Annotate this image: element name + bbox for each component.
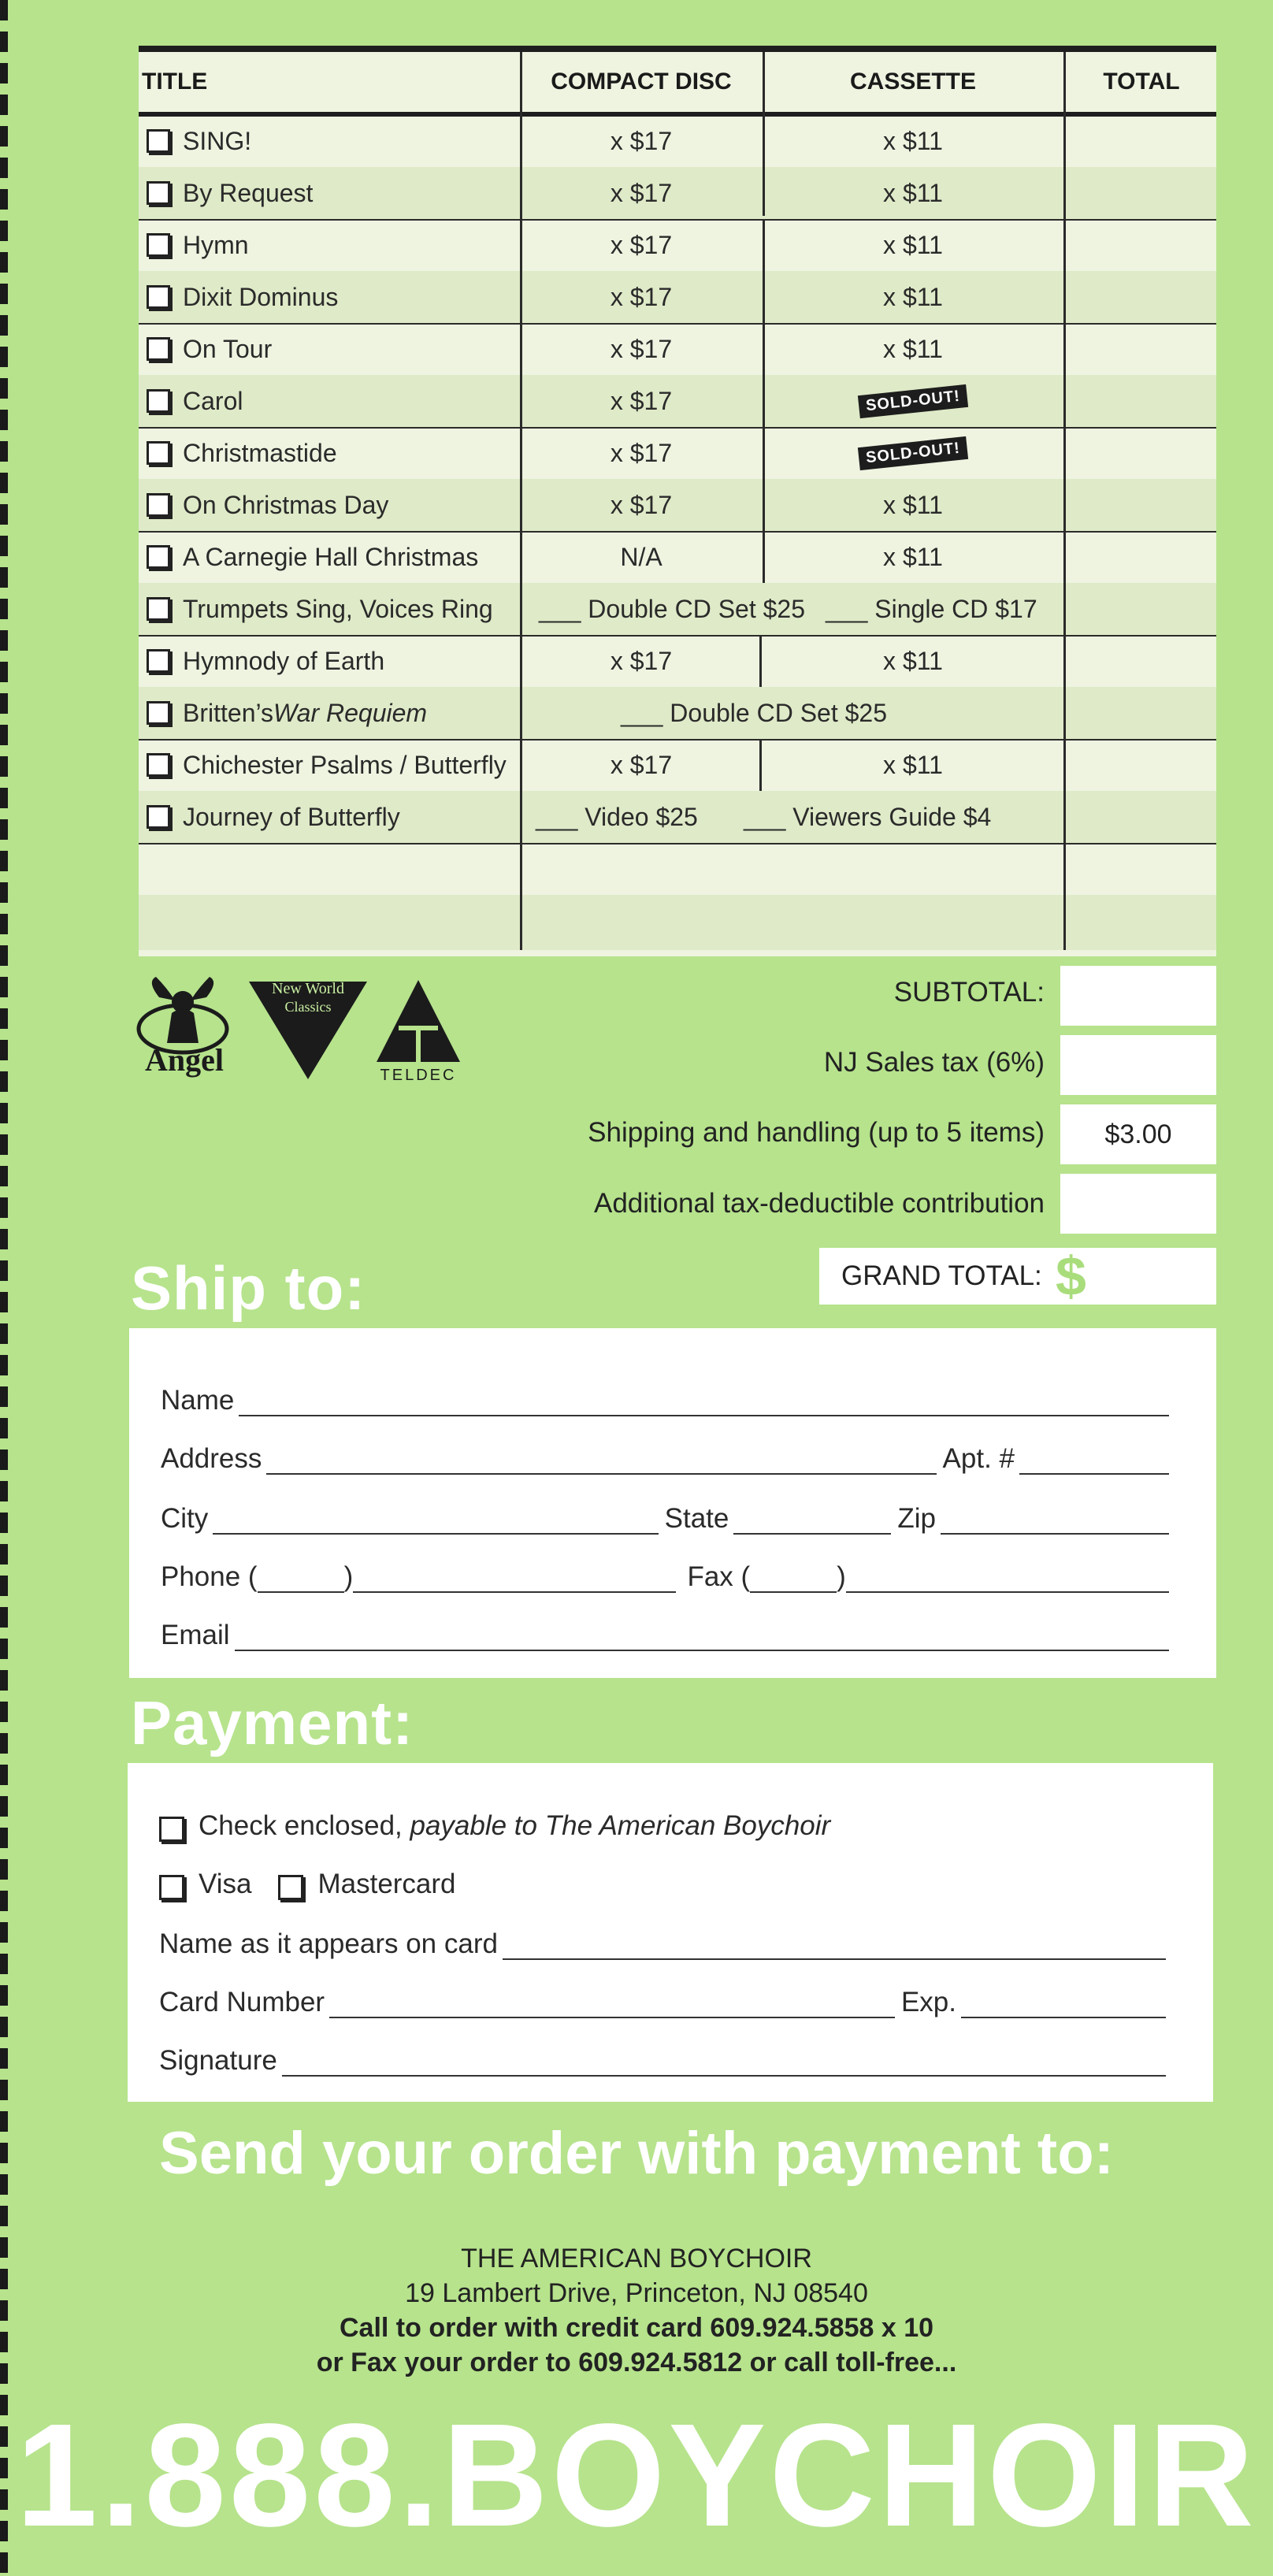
- checkbox-icon[interactable]: [147, 233, 170, 257]
- header-compact-disc: COMPACT DISC: [551, 69, 732, 95]
- shipping-value: $3.00: [1060, 1104, 1216, 1164]
- title-text: On Christmas Day: [183, 490, 389, 519]
- row-title[interactable]: [147, 427, 337, 479]
- ship-to-panel: [129, 1328, 1216, 1678]
- angel-logo: [135, 974, 230, 1084]
- new-world-classics-logo: [249, 977, 367, 1082]
- order-table: [139, 46, 1216, 956]
- table-row: [139, 791, 1216, 844]
- apt-label: Apt. #: [942, 1443, 1015, 1474]
- table-row: [139, 531, 1216, 585]
- check-row: [159, 1802, 1172, 1842]
- address-label: Address: [161, 1443, 262, 1474]
- row-title[interactable]: [147, 583, 493, 635]
- fax-area-input[interactable]: [750, 1565, 837, 1593]
- phone-label: Phone (: [161, 1561, 258, 1592]
- table-row: [139, 115, 1216, 169]
- card-name-label: Name as it appears on card: [159, 1928, 498, 1959]
- street-address: 19 Lambert Drive, Princeton, NJ 08540: [405, 2278, 868, 2308]
- email-row: [161, 1612, 1175, 1651]
- title-text-italic: War Requiem: [273, 698, 428, 727]
- single-cd-option[interactable]: ___ Single CD $17: [826, 594, 1037, 623]
- title-text: A Carnegie Hall Christmas: [183, 542, 479, 571]
- cassette-price: x $11: [883, 646, 943, 675]
- angel-logo-text: Angel: [145, 1042, 224, 1078]
- contribution-label: Additional tax-deductible contribution: [593, 1188, 1045, 1219]
- phone-paren: ): [343, 1561, 354, 1592]
- cd-price: x $17: [610, 438, 673, 467]
- toll-free-number: 1.888.BOYCHOIR: [16, 2394, 1257, 2557]
- blank-row[interactable]: [139, 895, 1216, 950]
- cassette-sold-out: [766, 427, 1060, 479]
- card-number-row: [159, 1979, 1172, 2018]
- title-text: Britten’s: [183, 698, 274, 727]
- checkbox-icon[interactable]: [147, 649, 170, 673]
- table-row: [139, 167, 1216, 221]
- blank-row[interactable]: [139, 843, 1216, 896]
- title-text: Hymn: [183, 230, 249, 259]
- cassette-price: x $11: [883, 282, 943, 311]
- checkbox-icon[interactable]: [147, 129, 170, 153]
- column-divider: [763, 52, 765, 216]
- checkbox-icon[interactable]: [147, 181, 170, 205]
- card-name-input[interactable]: [503, 1932, 1166, 1960]
- check-label: Check enclosed,: [199, 1810, 410, 1841]
- title-text: Carol: [183, 386, 243, 415]
- fax-label: Fax (: [687, 1561, 751, 1592]
- checkbox-icon[interactable]: [147, 285, 170, 309]
- title-text: Trumpets Sing, Voices Ring: [183, 594, 493, 623]
- city-row: [161, 1495, 1175, 1535]
- zip-input[interactable]: [941, 1506, 1169, 1535]
- signature-row: [159, 2037, 1172, 2077]
- mastercard-checkbox[interactable]: [278, 1875, 303, 1900]
- table-header: [139, 52, 1216, 117]
- grand-total-label: GRAND TOTAL:: [841, 1260, 1042, 1291]
- title-text: Journey of Butterfly: [183, 802, 400, 831]
- signature-label: Signature: [159, 2045, 277, 2076]
- row-title[interactable]: [147, 687, 427, 739]
- payment-heading: Payment:: [131, 1688, 414, 1758]
- checkbox-icon[interactable]: [147, 545, 170, 569]
- cassette-price: x $11: [883, 542, 943, 571]
- table-row: [139, 635, 1216, 689]
- double-cd-option[interactable]: ___ Double CD Set $25: [539, 594, 805, 623]
- teldec-text: TELDEC: [380, 1067, 457, 1084]
- name-label: Name: [161, 1385, 235, 1416]
- send-heading: Send your order with payment to:: [159, 2120, 1114, 2187]
- dollar-icon: $: [1056, 1245, 1086, 1307]
- checkbox-icon[interactable]: [147, 753, 170, 777]
- cd-price: x $17: [610, 750, 673, 779]
- sales-tax-label: NJ Sales tax (6%): [823, 1047, 1045, 1078]
- cd-price: x $17: [610, 282, 673, 311]
- check-checkbox[interactable]: [159, 1817, 184, 1842]
- fax-input[interactable]: [846, 1565, 1169, 1593]
- viewers-guide-option[interactable]: ___ Viewers Guide $4: [744, 802, 992, 831]
- sold-out-badge: SOLD-OUT!: [858, 436, 968, 470]
- cassette-sold-out: [766, 375, 1060, 427]
- checkbox-icon[interactable]: [147, 701, 170, 725]
- cd-price: x $17: [610, 178, 673, 207]
- title-text: Hymnody of Earth: [183, 646, 385, 675]
- city-label: City: [161, 1503, 209, 1534]
- table-row: [139, 583, 1216, 637]
- column-divider: [1063, 52, 1066, 950]
- row-title[interactable]: [147, 219, 249, 271]
- email-input[interactable]: [235, 1623, 1169, 1651]
- zip-label: Zip: [897, 1503, 936, 1534]
- table-row: [139, 375, 1216, 429]
- cassette-price: x $11: [883, 230, 943, 259]
- row-title[interactable]: [147, 635, 384, 687]
- title-text: Christmastide: [183, 438, 337, 467]
- state-label: State: [664, 1503, 729, 1534]
- row-title[interactable]: [147, 531, 478, 583]
- address-input[interactable]: [266, 1446, 936, 1475]
- checkbox-icon[interactable]: [147, 389, 170, 413]
- row-title[interactable]: [147, 791, 400, 843]
- row-title[interactable]: [147, 479, 388, 531]
- card-number-label: Card Number: [159, 1987, 325, 2017]
- apt-input[interactable]: [1019, 1446, 1169, 1475]
- city-input[interactable]: [213, 1506, 658, 1535]
- table-row: [139, 687, 1216, 741]
- row-title[interactable]: [147, 115, 251, 167]
- mastercard-label: Mastercard: [317, 1869, 456, 1899]
- row-title[interactable]: [147, 323, 272, 375]
- table-row: [139, 271, 1216, 325]
- phone-input[interactable]: [353, 1565, 676, 1593]
- grand-total-box[interactable]: [819, 1245, 1216, 1307]
- payment-panel: [128, 1763, 1213, 2102]
- name-input[interactable]: [239, 1388, 1169, 1416]
- table-row: [139, 427, 1216, 481]
- cassette-price: x $11: [883, 490, 943, 519]
- email-label: Email: [161, 1620, 230, 1650]
- checkbox-icon[interactable]: [147, 597, 170, 621]
- title-text: SING!: [183, 126, 252, 155]
- exp-label: Exp.: [900, 1987, 956, 2017]
- card-number-input[interactable]: [329, 1990, 895, 2018]
- sales-tax-field[interactable]: [1060, 1035, 1216, 1095]
- sold-out-badge: SOLD-OUT!: [858, 384, 968, 418]
- check-payable-text: payable to The American Boychoir: [410, 1810, 831, 1841]
- cd-price: x $17: [610, 646, 673, 675]
- double-cd-option[interactable]: ___ Double CD Set $25: [621, 698, 887, 727]
- row-title[interactable]: [147, 375, 243, 427]
- subtotal-field[interactable]: [1060, 966, 1216, 1026]
- exp-input[interactable]: [961, 1990, 1166, 2018]
- card-type-row: [159, 1861, 1172, 1900]
- ship-to-heading: Ship to:: [131, 1253, 366, 1323]
- cd-price: x $17: [610, 230, 673, 259]
- column-divider: [759, 739, 762, 791]
- cd-price: x $17: [610, 126, 673, 155]
- visa-label: Visa: [199, 1869, 252, 1899]
- table-row: [139, 219, 1216, 273]
- visa-checkbox[interactable]: [159, 1875, 184, 1900]
- call-to-order: Call to order with credit card 609.924.5858 x 10: [339, 2313, 934, 2343]
- classics-text: Classics: [284, 999, 332, 1015]
- fax-paren: ): [837, 1561, 846, 1592]
- org-name: THE AMERICAN BOYCHOIR: [461, 2244, 812, 2273]
- teldec-logo: [375, 980, 462, 1090]
- checkbox-icon[interactable]: [147, 337, 170, 361]
- cassette-price: x $11: [883, 126, 943, 155]
- table-row: [139, 479, 1216, 533]
- checkbox-icon[interactable]: [147, 441, 170, 465]
- title-text: Dixit Dominus: [183, 282, 339, 311]
- subtotal-label: SUBTOTAL:: [893, 977, 1045, 1008]
- header-title: TITLE: [142, 69, 208, 95]
- title-text: Chichester Psalms / Butterfly: [183, 750, 507, 779]
- address-row: [161, 1435, 1175, 1475]
- table-row: [139, 323, 1216, 377]
- column-divider: [763, 219, 765, 583]
- phone-row: [161, 1553, 1175, 1593]
- cd-price: x $17: [610, 490, 673, 519]
- cd-price: x $17: [610, 386, 673, 415]
- fax-order: or Fax your order to 609.924.5812 or call toll-free...: [316, 2348, 957, 2377]
- shipping-label: Shipping and handling (up to 5 items): [588, 1117, 1045, 1148]
- cassette-price: x $11: [883, 334, 943, 363]
- phone-area-input[interactable]: [258, 1565, 344, 1593]
- header-total: TOTAL: [1103, 69, 1180, 95]
- cd-price: x $17: [610, 334, 673, 363]
- table-row: [139, 739, 1216, 792]
- cassette-price: x $11: [883, 178, 943, 207]
- title-text: On Tour: [183, 334, 273, 363]
- card-name-row: [159, 1921, 1172, 1960]
- title-text: By Request: [183, 178, 314, 207]
- row-title[interactable]: [147, 739, 507, 791]
- cd-price: N/A: [620, 542, 662, 571]
- cassette-price: x $11: [883, 750, 943, 779]
- signature-input[interactable]: [282, 2048, 1166, 2077]
- video-option[interactable]: ___ Video $25: [536, 802, 698, 831]
- new-world-text: New World: [272, 980, 344, 997]
- binding-spine: [0, 0, 8, 2576]
- header-cassette: CASSETTE: [849, 69, 977, 95]
- contribution-field[interactable]: [1060, 1174, 1216, 1234]
- column-divider: [520, 52, 522, 950]
- name-row: [161, 1377, 1175, 1416]
- checkbox-icon[interactable]: [147, 493, 170, 517]
- row-title[interactable]: [147, 167, 313, 219]
- row-title[interactable]: [147, 271, 338, 323]
- column-divider: [759, 635, 762, 687]
- checkbox-icon[interactable]: [147, 805, 170, 829]
- state-input[interactable]: [733, 1506, 891, 1535]
